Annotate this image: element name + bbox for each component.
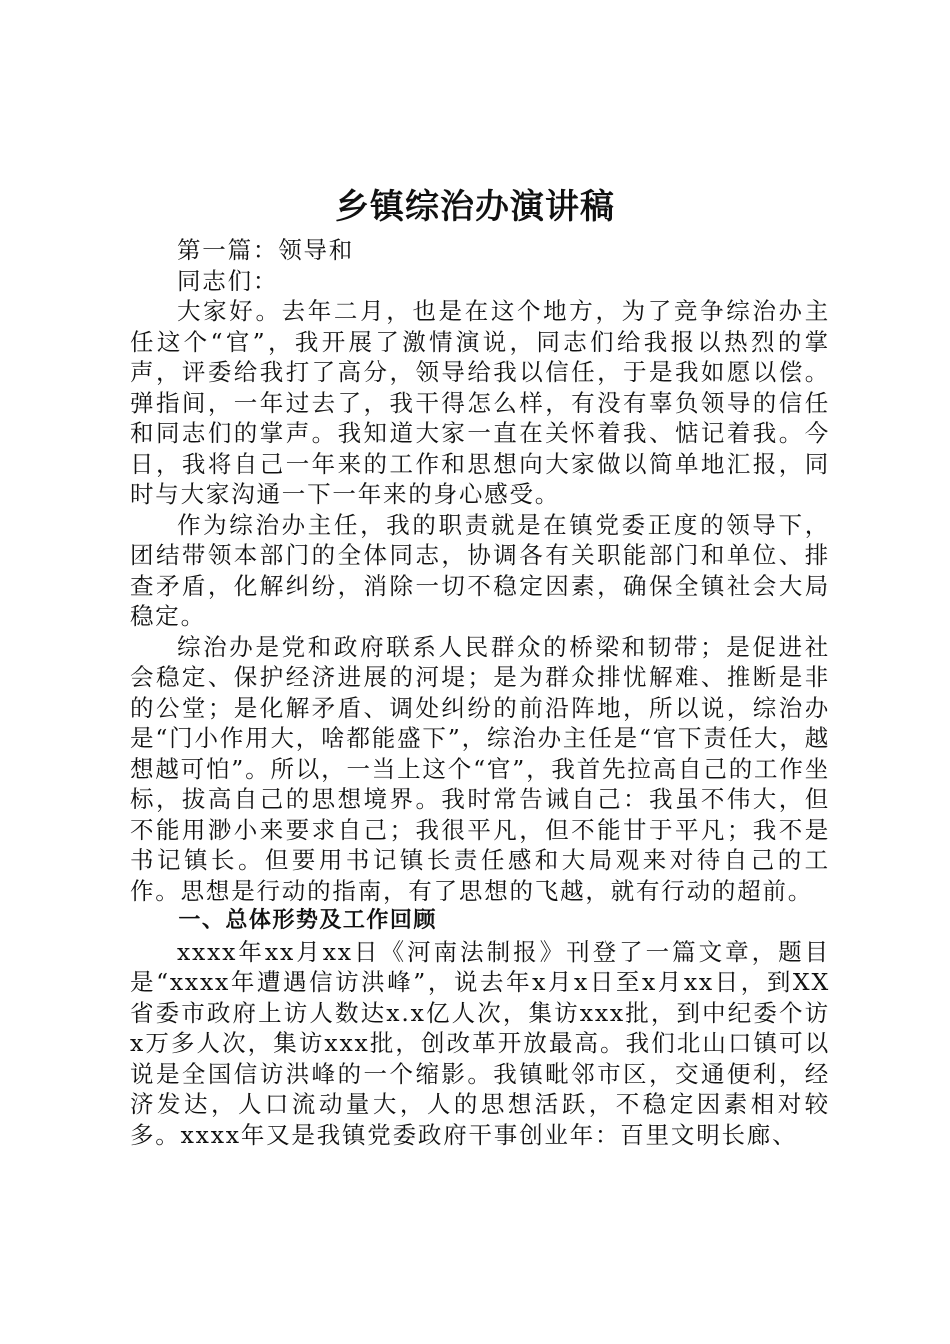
- paragraph-intro-3: 综治办是党和政府联系人民群众的桥梁和韧带；是促进社会稳定、保护经济进展的河堤；是为群众排忧解难、推断是非的公堂；是化解矛盾、调处纠纷的前沿阵地，所以说，综治办是“门小作用大，啥都能盛下”，综治办主任是“官下责任大，越想越可怕”。所以，一当上这个“官”，我首先拉高自己的工作坐标，拔高自己的思想境界。我时常告诫自己：我虽不伟大，但不能用渺小来要求自己；我很平凡，但不能甘于平凡；我不是书记镇长。但要用书记镇长责任感和大局观来对待自己的工作。思想是行动的指南，有了思想的飞越，就有行动的超前。: [130, 632, 830, 905]
- document-body: [130, 235, 830, 1150]
- subtitle-line: 第一篇：领导和: [177, 236, 355, 264]
- section-heading: 一、总体形势及工作回顾: [178, 908, 437, 933]
- document-title: 乡镇综治办演讲稿: [335, 187, 615, 227]
- paragraph-section-1: xxxx年xx月xx日《河南法制报》刊登了一篇文章，题目是“xxxx年遭遇信访洪峰”，说去年x月x日至x月xx日，到XX省委市政府上访人数达x.x亿人次，集访xxx批，到中纪委个访x万多人次，集访xxx批，创改革开放最高。我们北山口镇可以说是全国信访洪峰的一个缩影。我镇毗邻市区，交通便利，经济发达，人口流动量大，人的思想活跃，不稳定因素相对较多。xxxx年又是我镇党委政府干事创业年：百里文明长廊、: [130, 937, 830, 1149]
- paragraph-intro-1: 大家好。去年二月，也是在这个地方，为了竞争综治办主任这个“官”，我开展了激情演说，同志们给我报以热烈的掌声，评委给我打了高分，领导给我以信任，于是我如愿以偿。弹指间，一年过去了，我干得怎么样，有没有辜负领导的信任和同志们的掌声。我知道大家一直在关怀着我、惦记着我。今日，我将自己一年来的工作和思想向大家做以简单地汇报，同时与大家沟通一下一年来的身心感受。: [130, 297, 830, 508]
- salutation: 同志们：: [177, 266, 279, 295]
- paragraph-intro-2: 作为综治办主任，我的职责就是在镇党委正度的领导下，团结带领本部门的全体同志，协调各有关职能部门和单位、排查矛盾，化解纠纷，消除一切不稳定因素，确保全镇社会大局稳定。: [130, 510, 830, 630]
